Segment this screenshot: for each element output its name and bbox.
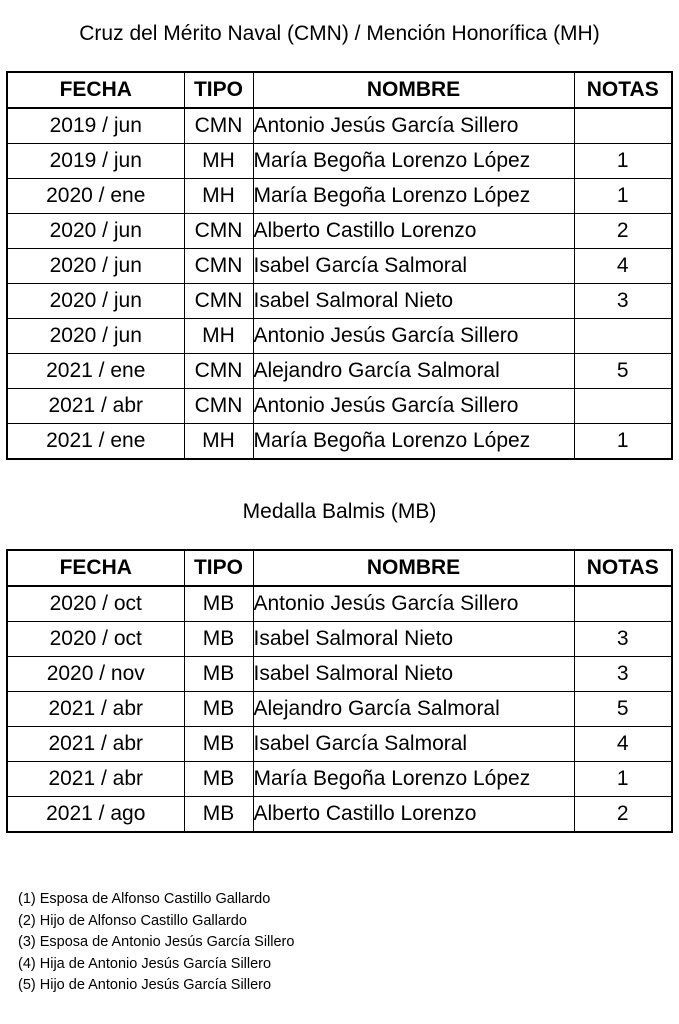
footnotes-list <box>18 889 294 997</box>
cell-nombre: Isabel García Salmoral <box>253 727 574 762</box>
column-header-notas: NOTAS <box>574 550 672 586</box>
column-header-fecha: FECHA <box>7 550 184 586</box>
cell-nombre: Antonio Jesús García Sillero <box>253 108 574 144</box>
table-row <box>7 179 672 214</box>
cell-nombre: María Begoña Lorenzo López <box>253 144 574 179</box>
cell-tipo: MH <box>184 144 253 179</box>
table-row <box>7 762 672 797</box>
cell-notas: 1 <box>574 762 672 797</box>
cell-tipo: MH <box>184 179 253 214</box>
cell-nombre: María Begoña Lorenzo López <box>253 762 574 797</box>
footnote-item: (2) Hijo de Alfonso Castillo Gallardo <box>18 912 247 929</box>
table-row <box>7 586 672 622</box>
table-row <box>7 657 672 692</box>
table-row <box>7 692 672 727</box>
column-header-nombre: NOMBRE <box>253 72 574 108</box>
column-header-tipo: TIPO <box>184 72 253 108</box>
cell-nombre: Antonio Jesús García Sillero <box>253 586 574 622</box>
cell-nombre: María Begoña Lorenzo López <box>253 424 574 460</box>
cell-tipo: CMN <box>184 389 253 424</box>
cell-tipo: CMN <box>184 249 253 284</box>
cell-tipo: CMN <box>184 354 253 389</box>
table-row <box>7 622 672 657</box>
cell-fecha: 2021 / abr <box>7 389 184 424</box>
cell-nombre: Isabel García Salmoral <box>253 249 574 284</box>
cell-tipo: MB <box>184 622 253 657</box>
footnote-item: (1) Esposa de Alfonso Castillo Gallardo <box>18 891 271 907</box>
cell-tipo: CMN <box>184 214 253 249</box>
cell-nombre: Isabel Salmoral Nieto <box>253 284 574 319</box>
cell-tipo: CMN <box>184 284 253 319</box>
column-header-notas: NOTAS <box>574 72 672 108</box>
cell-fecha: 2020 / jun <box>7 214 184 249</box>
cell-nombre: Alejandro García Salmoral <box>253 354 574 389</box>
cell-fecha: 2021 / ene <box>7 424 184 460</box>
footnote-item: (3) Esposa de Antonio Jesús García Sillero <box>18 934 295 950</box>
cell-nombre: Isabel Salmoral Nieto <box>253 657 574 692</box>
table-row <box>7 797 672 833</box>
cell-notas: 3 <box>574 284 672 319</box>
cell-tipo: MH <box>184 424 253 460</box>
cell-fecha: 2020 / oct <box>7 586 184 622</box>
cell-notas <box>574 108 672 144</box>
cell-fecha: 2020 / jun <box>7 284 184 319</box>
cell-fecha: 2021 / ago <box>7 797 184 833</box>
table-row <box>7 389 672 424</box>
cell-notas: 3 <box>574 622 672 657</box>
cell-fecha: 2020 / oct <box>7 622 184 657</box>
table-row <box>7 249 672 284</box>
table-mb <box>6 549 673 833</box>
cell-fecha: 2020 / jun <box>7 319 184 354</box>
cell-tipo: MB <box>184 657 253 692</box>
cell-notas <box>574 586 672 622</box>
table-cmn-mh <box>6 71 673 460</box>
section-title-mb: Medalla Balmis (MB) <box>242 500 437 523</box>
cell-nombre: Alberto Castillo Lorenzo <box>253 214 574 249</box>
column-header-tipo: TIPO <box>184 550 253 586</box>
cell-notas <box>574 389 672 424</box>
cell-notas: 3 <box>574 657 672 692</box>
cell-nombre: Isabel Salmoral Nieto <box>253 622 574 657</box>
cell-notas: 5 <box>574 354 672 389</box>
cell-notas: 2 <box>574 797 672 833</box>
table-body-mb <box>7 586 672 832</box>
table-header-row <box>7 550 672 586</box>
table-row <box>7 354 672 389</box>
cell-nombre: Antonio Jesús García Sillero <box>253 389 574 424</box>
cell-fecha: 2019 / jun <box>7 144 184 179</box>
cell-notas: 2 <box>574 214 672 249</box>
cell-fecha: 2021 / ene <box>7 354 184 389</box>
cell-notas: 1 <box>574 424 672 460</box>
column-header-fecha: FECHA <box>7 72 184 108</box>
cell-notas: 4 <box>574 249 672 284</box>
table-row <box>7 144 672 179</box>
cell-fecha: 2020 / ene <box>7 179 184 214</box>
cell-notas: 4 <box>574 727 672 762</box>
table-row <box>7 108 672 144</box>
cell-nombre: María Begoña Lorenzo López <box>253 179 574 214</box>
cell-tipo: MB <box>184 586 253 622</box>
table-row <box>7 424 672 460</box>
table-header-row <box>7 72 672 108</box>
cell-tipo: CMN <box>184 108 253 144</box>
cell-fecha: 2020 / nov <box>7 657 184 692</box>
cell-tipo: MB <box>184 727 253 762</box>
footnote-item: (5) Hijo de Antonio Jesús García Sillero <box>18 977 272 993</box>
cell-tipo: MH <box>184 319 253 354</box>
cell-tipo: MB <box>184 762 253 797</box>
table-row <box>7 214 672 249</box>
cell-notas: 5 <box>574 692 672 727</box>
table-body-cmn-mh <box>7 108 672 459</box>
cell-fecha: 2021 / abr <box>7 692 184 727</box>
cell-fecha: 2021 / abr <box>7 762 184 797</box>
cell-nombre: Alberto Castillo Lorenzo <box>253 797 574 833</box>
cell-notas: 1 <box>574 179 672 214</box>
cell-fecha: 2019 / jun <box>7 108 184 144</box>
cell-nombre: Antonio Jesús García Sillero <box>253 319 574 354</box>
cell-fecha: 2020 / jun <box>7 249 184 284</box>
table-row <box>7 319 672 354</box>
footnote-item: (4) Hija de Antonio Jesús García Sillero <box>18 955 272 972</box>
section-title-cmn-mh: Cruz del Mérito Naval (CMN) / Mención Honorífica (MH) <box>79 22 600 45</box>
column-header-nombre: NOMBRE <box>253 550 574 586</box>
cell-fecha: 2021 / abr <box>7 727 184 762</box>
cell-notas <box>574 319 672 354</box>
cell-tipo: MB <box>184 692 253 727</box>
table-row <box>7 727 672 762</box>
table-row <box>7 284 672 319</box>
cell-notas: 1 <box>574 144 672 179</box>
cell-tipo: MB <box>184 797 253 833</box>
cell-nombre: Alejandro García Salmoral <box>253 692 574 727</box>
